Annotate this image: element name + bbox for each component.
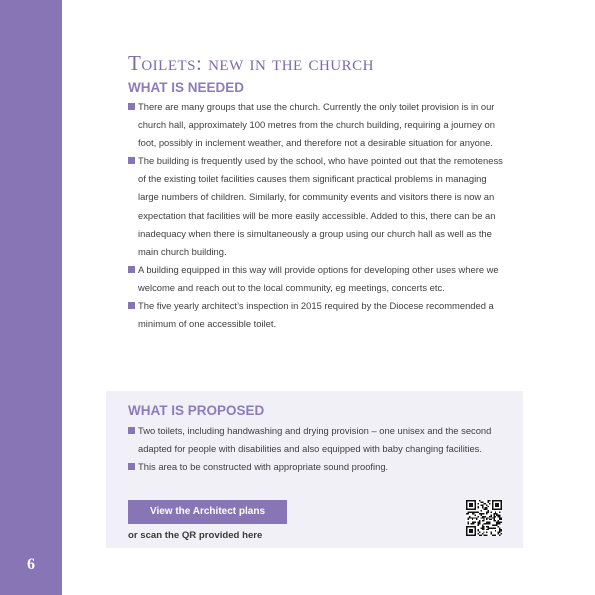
list-item: A building equipped in this way will provide options for developing other uses where we welcome and reach out to the local community, eg meetings, concerts etc. bbox=[128, 261, 503, 297]
square-bullet-icon bbox=[128, 427, 135, 434]
list-item: The five yearly architect’s inspection in 2015 required by the Diocese recommended a minimum of one accessible toilet. bbox=[128, 297, 503, 333]
page-title: Toilets: new in the church bbox=[128, 51, 374, 75]
list-item: Two toilets, including handwashing and drying provision – one unisex and the second adapted for people with disabilities and also equipped with baby changing facilities. bbox=[128, 422, 503, 458]
square-bullet-icon bbox=[128, 266, 135, 273]
square-bullet-icon bbox=[128, 302, 135, 309]
square-bullet-icon bbox=[128, 103, 135, 110]
qr-note: or scan the QR provided here bbox=[128, 530, 263, 541]
qr-code-icon[interactable] bbox=[466, 500, 502, 536]
page-number: 6 bbox=[27, 556, 35, 573]
list-item: The building is frequently used by the school, who have pointed out that the remoteness of the existing toilet facilities causes them significant practical problems in managing large numbers of children. Similarly, for community events and visitors there is now an expectation that facilities will be more easily accessible. Added to this, there can be an inadequacy when there is simultaneously a group using our church hall as well as the main church building. bbox=[128, 152, 503, 261]
view-architect-plans-button[interactable]: View the Architect plans bbox=[128, 500, 287, 524]
proposed-list bbox=[128, 422, 503, 476]
square-bullet-icon bbox=[128, 157, 135, 164]
list-item: This area to be constructed with appropriate sound proofing. bbox=[128, 458, 503, 476]
sidebar-band bbox=[0, 0, 62, 595]
needed-list bbox=[128, 98, 503, 333]
square-bullet-icon bbox=[128, 463, 135, 470]
section-heading-needed: WHAT IS NEEDED bbox=[128, 80, 245, 95]
list-item: There are many groups that use the church. Currently the only toilet provision is in our church hall, approximately 100 metres from the church building, requiring a journey on foot, possibly in inclement weather, and therefore not a desirable situation for anyone. bbox=[128, 98, 503, 152]
section-heading-proposed: WHAT IS PROPOSED bbox=[128, 403, 265, 418]
